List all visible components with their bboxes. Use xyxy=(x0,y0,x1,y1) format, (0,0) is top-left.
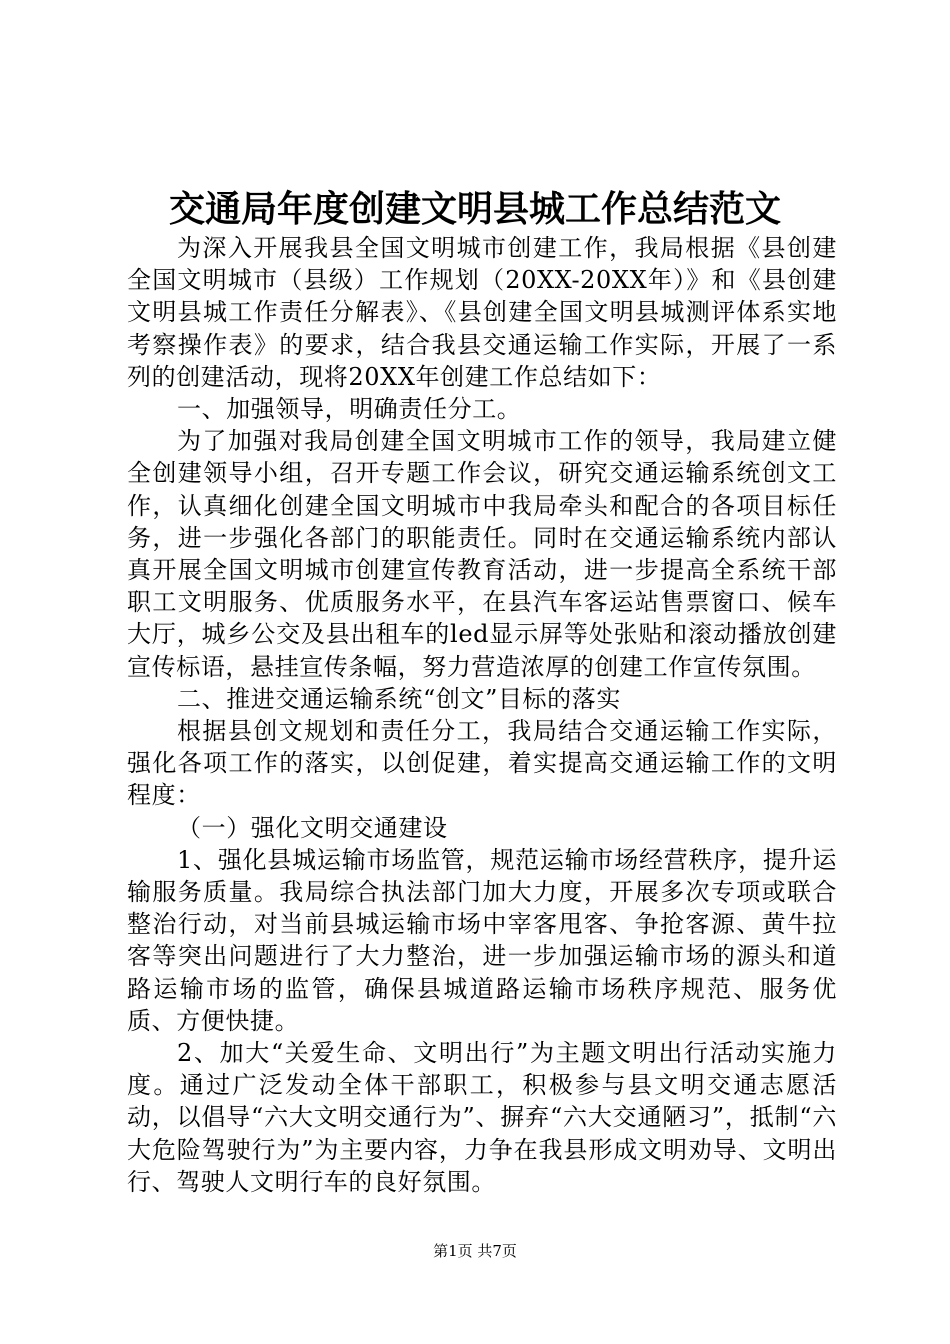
section-1-heading: 一、加强领导，明确责任分工。 xyxy=(177,395,522,424)
item-1-paragraph: 1、强化县城运输市场监管，规范运输市场经营秩序，提升运输服务质量。我局综合执法部门加大力度，开展多次专项或联合整治行动，对当前县城运输市场中宰客甩客、争抢客源、黄牛拉客等突出问题进行了大力整治，进一步加强运输市场的源头和道路运输市场的监管，确保县城道路运输市场秩序规范、服务优质、方便快捷。 xyxy=(127,845,837,1035)
section-2-heading: 二、推进交通运输系统“创文”目标的落实 xyxy=(177,684,621,713)
page-footer: 第1页 共7页 xyxy=(433,1242,517,1260)
document-body xyxy=(127,232,837,1198)
section-1-paragraph: 为了加强对我局创建全国文明城市工作的领导，我局建立健全创建领导小组，召开专题工作会议，研究交通运输系统创文工作，认真细化创建全国文明城市中我局牵头和配合的各项目标任务，进一步强化各部门的职能责任。同时在交通运输系统内部认真开展全国文明城市创建宣传教育活动，进一步提高全系统干部职工文明服务、优质服务水平，在县汽车客运站售票窗口、候车大厅，城乡公交及县出租车的led显示屏等处张贴和滚动播放创建宣传标语，悬挂宣传条幅，努力营造浓厚的创建工作宣传氛围。 xyxy=(127,427,837,681)
document-title: 交通局年度创建文明县城工作总结范文 xyxy=(168,188,781,230)
section-2-paragraph: 根据县创文规划和责任分工，我局结合交通运输工作实际，强化各项工作的落实，以创促建，着实提高交通运输工作的文明程度： xyxy=(127,717,837,810)
subsection-1-heading: （一）强化文明交通建设 xyxy=(177,813,448,842)
intro-paragraph: 为深入开展我县全国文明城市创建工作，我局根据《县创建全国文明城市（县级）工作规划（20XX-20XX年）》和《县创建文明县城工作责任分解表》、《县创建全国文明县城测评体系实地考察操作表》的要求，结合我县交通运输工作实际，开展了一系列的创建活动，现将20XX年创建工作总结如下： xyxy=(127,234,837,391)
item-2-paragraph: 2、加大“关爱生命、文明出行”为主题文明出行活动实施力度。通过广泛发动全体干部职工，积极参与县文明交通志愿活动，以倡导“六大文明交通行为”、摒弃“六大交通陋习”，抵制“六大危险驾驶行为”为主要内容，力争在我县形成文明劝导、文明出行、驾驶人文明行车的良好氛围。 xyxy=(127,1039,837,1196)
